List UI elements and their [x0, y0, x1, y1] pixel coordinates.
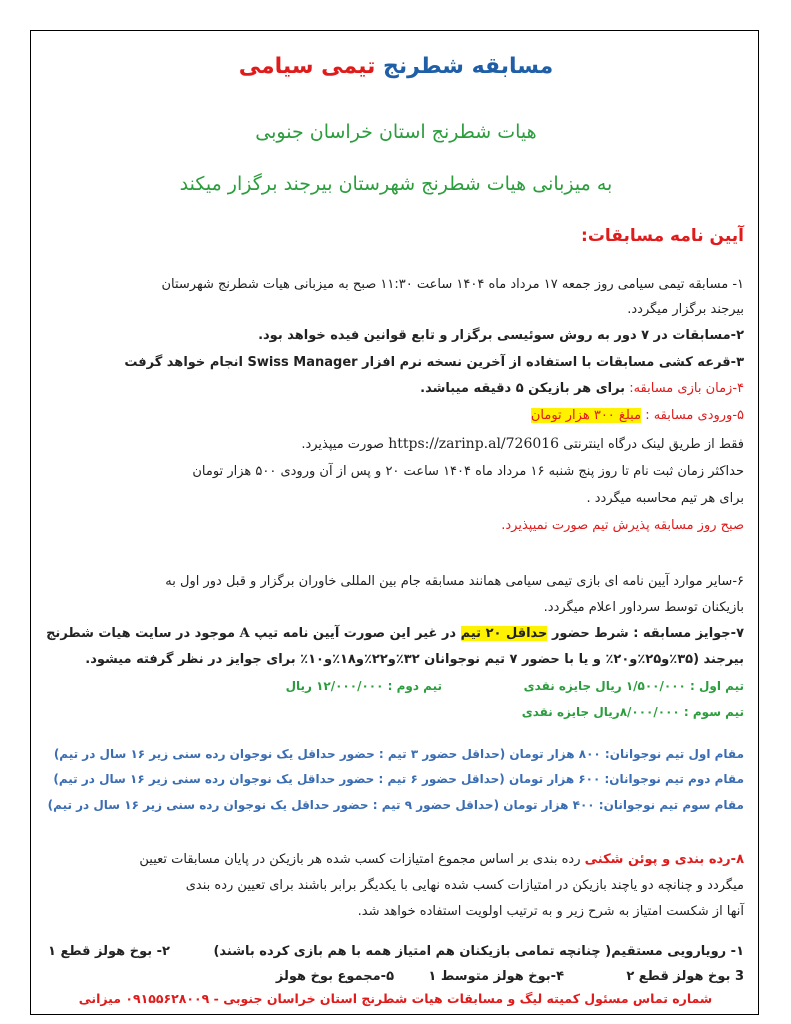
rule-7-label: ۷-جوایز مسابقه : شرط حضور: [551, 626, 744, 641]
tiebreak-4: ۴-بوخ هولز متوسط ۱: [428, 969, 564, 984]
youth-prize-1: مقام اول تیم نوجوانان: ۸۰۰ هزار تومان (حداقل حضور ۳ تیم : حضور حداقل یک نوجوان رده سنی زیر ۱۶ سال در تیم): [53, 747, 744, 761]
tiebreak-row-2: [48, 969, 744, 987]
rule-8-text: رده بندی بر اساس مجموع امتیازات کسب شده هر بازیکن در پایان مسابقات تعیین: [139, 852, 581, 867]
rule-7-line-2: بیرجند (۳۵٪و۲۵٪و۲۰٪ و یا با حضور ۷ تیم نوجوانان ۳۲٪و۲۲٪و۱۸٪و۱۰٪ برای جوایز در نظر گرفته میشود.: [85, 652, 744, 667]
contact-footer: شماره تماس مسئول کمیته لیگ و مسابقات هیات شطرنج استان خراسان جنوبی - ۰۹۱۵۵۶۲۸۰۰۹ میزانی: [78, 991, 713, 1006]
rule-1-line-2: بیرجند برگزار میگردد.: [627, 302, 744, 317]
rule-3-after: انجام خواهد گرفت: [124, 355, 243, 370]
rule-5-no-same-day: صبح روز مسابقه پذیرش تیم صورت نمیپذیرد.: [501, 518, 744, 533]
rule-1-line-1: ۱- مسابقه تیمی سیامی روز جمعه ۱۷ مرداد ماه ۱۴۰۴ ساعت ۱۱:۳۰ صبح به میزبانی هیات شطرنج شهرستان: [161, 277, 744, 292]
rule-8-label: ۸-رده بندی و پوئن شکنی: [584, 852, 744, 867]
rules-heading: آیین نامه مسابقات:: [581, 226, 744, 246]
payment-text-before: فقط از طریق لینک درگاه اینترنتی: [563, 437, 744, 452]
rule-8-line-3: آنها از شکست امتیاز به شرح زیر و به ترتیب اولویت استفاده خواهد شد.: [357, 904, 744, 919]
rule-5-deadline-2: برای هر تیم محاسبه میگردد .: [586, 491, 744, 506]
page-title: [48, 54, 744, 79]
prize-third: تیم سوم : ۸/۰۰۰/۰۰۰ریال جایزه نقدی: [521, 705, 744, 719]
rule-3: [48, 355, 744, 370]
title-part-1: مسابقه شطرنج: [383, 54, 554, 79]
tiebreak-3: 3 بوخ هولز قطع ۲: [626, 969, 744, 984]
rule-3-before: ۳-قرعه کشی مسابقات با استفاده از آخرین نسخه نرم افزار: [362, 355, 744, 370]
payment-link[interactable]: https://zarinp.al/726016: [388, 436, 560, 452]
min-teams: حداقل ۲۰ تیم: [460, 626, 548, 641]
entry-fee: مبلغ ۳۰۰ هزار تومان: [530, 408, 642, 423]
payment-text-after: صورت میپذیرد.: [301, 437, 385, 452]
prizes-row: [48, 679, 744, 697]
rule-7-rest: در غیر این صورت آیین نامه تیپ: [254, 626, 457, 641]
rule-5: [48, 408, 744, 423]
subtitle-host: به میزبانی هیات شطرنج شهرستان بیرجند برگزار میکند: [179, 173, 613, 195]
rule-4-label: ۴-زمان بازی مسابقه:: [629, 381, 744, 396]
rule-5-payment: [48, 436, 744, 452]
rule-8-line-1: [48, 852, 744, 867]
rule-4-text: برای هر بازیکن ۵ دقیقه میباشد.: [420, 381, 626, 396]
youth-prize-3: مقام سوم تیم نوجوانان: ۴۰۰ هزار تومان (حداقل حضور ۹ تیم : حضور حداقل یک نوجوان رده سنی زیر ۱۶ سال در تیم): [47, 798, 744, 812]
rule-5-label: ۵-ورودی مسابقه :: [645, 408, 744, 423]
subtitle-organizer: هیات شطرنج استان خراسان جنوبی: [255, 121, 537, 143]
software-name: Swiss Manager: [247, 355, 358, 370]
title-part-2: تیمی سیامی: [238, 54, 376, 79]
rule-2: ۲-مسابقات در ۷ دور به روش سوئیسی برگزار و تابع قوانین فیده خواهد بود.: [258, 328, 744, 343]
rule-6-line-2: بازیکنان توسط سرداور اعلام میگردد.: [543, 600, 744, 615]
rule-7-line-1: [48, 626, 744, 641]
rule-6-line-1: ۶-سایر موارد آیین نامه ای بازی تیمی سیامی همانند مسابقه جام بین المللی خاوران برگزار و قبل دور اول به: [165, 574, 744, 589]
tiebreak-1: ۱- رویارویی مستقیم( چنانچه تمامی بازیکنان هم امتیاز همه با هم بازی کرده باشند): [213, 944, 744, 959]
rule-7-rest-2: موجود در سایت هیات شطرنج: [46, 626, 236, 641]
youth-prize-2: مقام دوم تیم نوجوانان: ۶۰۰ هزار تومان (حداقل حضور ۶ تیم : حضور حداقل یک نوجوان رده سنی زیر ۱۶ سال در تیم): [53, 772, 744, 786]
tiebreak-2: ۲- بوخ هولز قطع ۱: [48, 944, 170, 959]
prize-second: تیم دوم : ۱۲/۰۰۰/۰۰۰ ریال: [285, 679, 442, 693]
tiebreak-5: ۵-مجموع بوخ هولز: [275, 969, 394, 984]
tiebreak-row-1: [48, 944, 744, 962]
rule-4: [48, 381, 744, 396]
regulation-type: A: [239, 626, 250, 641]
rule-8-line-2: میگردد و چنانچه دو یاچند بازیکن در امتیازات کسب شده نهایی با یکدیگر برابر باشند برای تعیین رده بندی: [185, 878, 744, 893]
prize-first: تیم اول : ۱/۵۰۰/۰۰۰ ریال جایزه نقدی: [523, 679, 744, 693]
rule-5-deadline-1: حداکثر زمان ثبت نام تا روز پنج شنبه ۱۶ مرداد ماه ۱۴۰۴ ساعت ۲۰ و پس از آن ورودی ۵۰۰ هزار تومان: [192, 464, 744, 479]
